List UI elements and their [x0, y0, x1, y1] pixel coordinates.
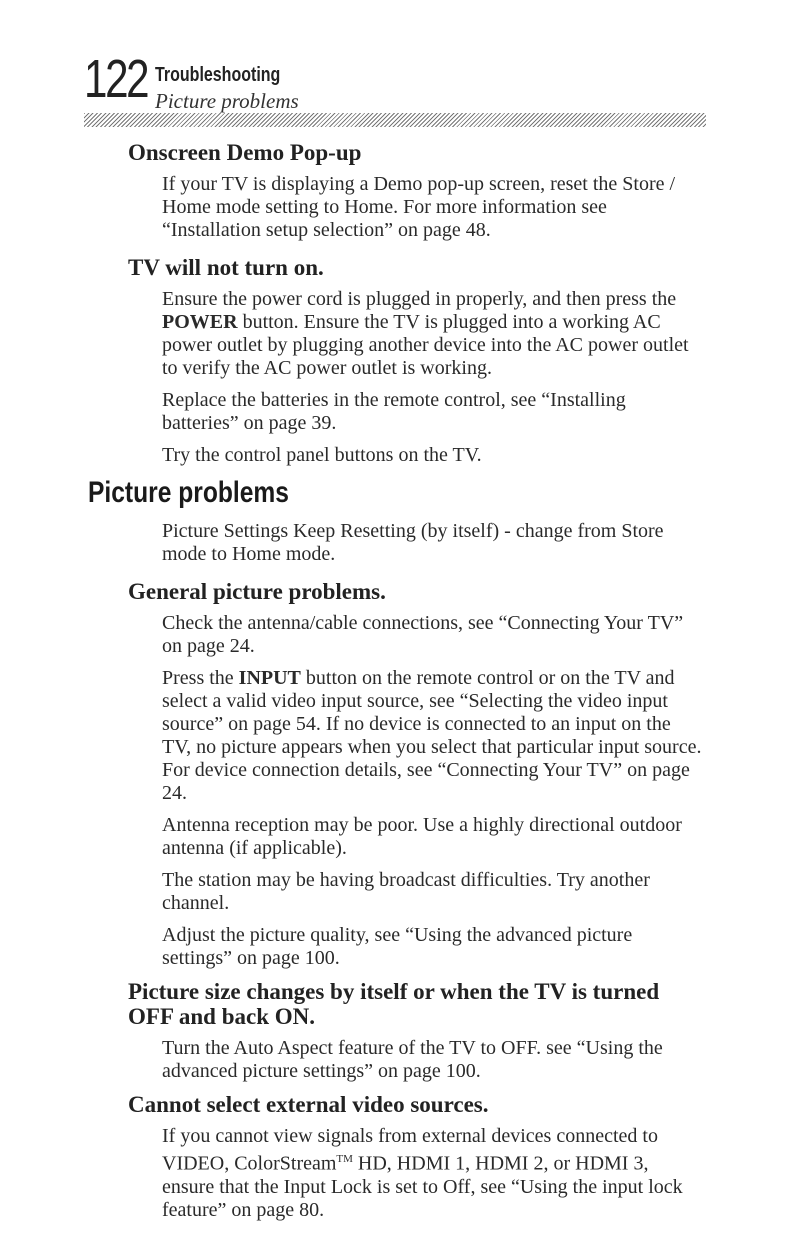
demo-popup-heading: Onscreen Demo Pop-up	[128, 140, 362, 165]
chapter-title: Troubleshooting	[155, 64, 281, 86]
page-number: 122	[84, 49, 148, 109]
tv-not-on-heading: TV will not turn on.	[128, 255, 324, 280]
general-text-2	[162, 667, 702, 805]
picture-problems-heading: Picture problems	[88, 476, 289, 509]
text-run: button on the remote control or on the TV and select a valid video input source, see “Selecting the video input source” on page 54. If no device is connected to an input on the TV, no picture appears when you select that particular input source. For device connection details, see “Connecting Your TV” on page 24.	[162, 667, 702, 804]
external-text	[162, 1125, 702, 1222]
text-run: button. Ensure the TV is plugged into a working AC power outlet by plugging another device into the AC power outlet to verify the AC power outlet is working.	[162, 311, 689, 379]
trademark-mark: TM	[336, 1153, 353, 1165]
size-changes-heading: Picture size changes by itself or when the TV is turned OFF and back ON.	[128, 979, 660, 1029]
text-run: If you cannot view signals from external devices connected to VIDEO, ColorStream	[162, 1125, 658, 1175]
input-button-label: INPUT	[238, 667, 301, 689]
general-text-4: The station may be having broadcast difficulties. Try another channel.	[162, 869, 650, 914]
general-heading: General picture problems.	[128, 579, 386, 604]
tv-not-on-text-2: Replace the batteries in the remote control, see “Installing batteries” on page 39.	[162, 389, 626, 434]
general-text-1: Check the antenna/cable connections, see “Connecting Your TV” on page 24.	[162, 612, 684, 657]
text-run: HD, HDMI 1, HDMI 2, or HDMI 3, ensure that the Input Lock is set to Off, see “Using the input lock feature” on page 80.	[162, 1152, 683, 1221]
size-changes-text: Turn the Auto Aspect feature of the TV to OFF. see “Using the advanced picture settings” on page 100.	[162, 1037, 663, 1082]
picture-problems-intro: Picture Settings Keep Resetting (by itself) - change from Store mode to Home mode.	[162, 520, 664, 565]
text-run: Ensure the power cord is plugged in properly, and then press the	[162, 288, 677, 310]
header-divider	[84, 113, 706, 127]
demo-popup-text: If your TV is displaying a Demo pop-up screen, reset the Store / Home mode setting to Home. For more information see “Installation setup selection” on page 48.	[162, 173, 676, 241]
tv-not-on-text-1	[162, 288, 702, 380]
general-text-5: Adjust the picture quality, see “Using the advanced picture settings” on page 100.	[162, 924, 633, 969]
external-heading: Cannot select external video sources.	[128, 1092, 489, 1117]
power-button-label: POWER	[162, 311, 238, 333]
text-run: Press the	[162, 667, 239, 689]
section-subtitle: Picture problems	[155, 89, 299, 113]
general-text-3: Antenna reception may be poor. Use a highly directional outdoor antenna (if applicable).	[162, 814, 682, 859]
tv-not-on-text-3: Try the control panel buttons on the TV.	[162, 444, 482, 466]
page-content	[0, 140, 806, 1231]
